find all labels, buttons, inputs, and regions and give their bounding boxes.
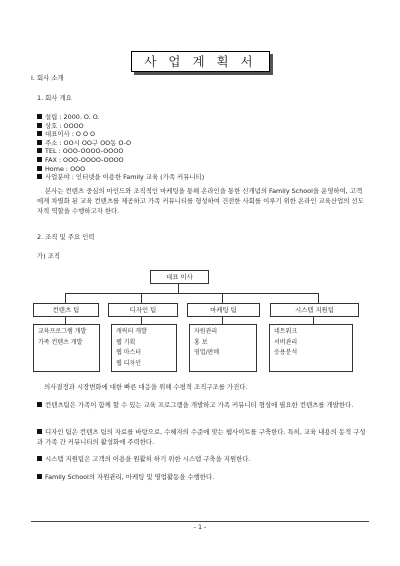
list-item: 가족 컨텐츠 개발 [38, 338, 83, 346]
subsection-heading-1: 1. 회사 개요 [37, 94, 72, 102]
list-item: 웹 마스터 [116, 349, 142, 356]
list-item: 상호 : OOOO [37, 122, 204, 131]
org-connector [178, 283, 179, 293]
org-team-marketing: 마케팅 팀 [187, 303, 260, 317]
org-detail-system [269, 324, 353, 372]
list-item: 주소 : OO시 OO구 OO동 O-O [37, 139, 204, 148]
team-bullet: Family School의 자원관리, 마케팅 및 영업활동을 수행한다. [37, 472, 367, 482]
org-connector [318, 293, 319, 303]
org-connector [141, 293, 142, 303]
list-item: 사업분야 : 인터넷을 이용한 Family 교육 (가족 커뮤니티) [37, 173, 204, 182]
list-item: 네트워크 [274, 328, 298, 335]
org-connector [65, 293, 319, 294]
org-connector [313, 316, 314, 324]
org-heading: 가) 조직 [37, 252, 61, 260]
list-item: 웹 디자인 [116, 359, 142, 367]
org-detail-contents [33, 324, 100, 372]
org-connector [141, 316, 142, 324]
list-item: 웹 기획 [116, 338, 136, 346]
company-intro-paragraph: 본사는 컨텐츠 중심의 마인드와 조직적인 마케팅을 통해 온라인을 통한 신개념의 Family School을 운영하여, 고객에게 차별화 된 교육 컨텐츠를 제공하고 가족 커뮤니티를 형성하여 건전한 사회를 이루기 위한 온라인 교육산업의 선도자적 역할을 수행하고자 한다. [37, 187, 364, 215]
square-bullet-icon [37, 402, 42, 407]
list-item: FAX : OOO-OOOO-OOOO [37, 156, 204, 165]
list-item: 영업/판매 [194, 349, 220, 356]
list-item: Home : OOO [37, 165, 204, 174]
org-team-design: 디자인 팀 [108, 303, 178, 317]
org-detail-marketing [189, 324, 257, 372]
list-item: 캐릭터 개발 [116, 328, 147, 335]
org-detail-design [111, 324, 177, 372]
list-item: 응용분석 [274, 349, 298, 356]
org-team-system: 시스템 지원팀 [270, 303, 359, 317]
team-bullet: 컨텐츠팀은 가족이 함께 할 수 있는 교육 프로그램을 개발하고 가족 커뮤니티 형성에 필요한 컨텐츠를 개발한다. [37, 400, 367, 410]
list-item: 서버관리 [274, 338, 298, 346]
list-item: 설립 : 2000. O. O. [37, 113, 204, 122]
org-connector [65, 316, 66, 324]
list-item: 교육프로그램 개발 [38, 328, 87, 335]
footer-divider [31, 521, 369, 522]
page-number: - 1 - [193, 523, 207, 531]
square-bullet-icon [37, 474, 42, 479]
subsection-heading-2: 2. 조직 및 주요 인력 [37, 233, 95, 241]
section-heading-1: I. 회사 소개 [31, 74, 64, 82]
team-bullet: 시스템 지원팀은 고객의 이용을 원활히 하기 위한 시스템 구축을 지원한다. [37, 454, 367, 464]
square-bullet-icon [37, 456, 42, 461]
org-connector [65, 293, 66, 303]
list-item: 대표이사 : O O O [37, 130, 204, 139]
team-bullet: 디자인 팀은 컨텐츠 팀의 자료를 바탕으로, 수혜자의 수준에 맞는 웹사이트를 구축한다. 특히, 교육 내용의 동적 구성과 가족 간 커뮤니티의 활성화에 주력한다. [37, 428, 366, 446]
org-note: 의사결정과 시장변화에 대한 빠른 대응을 위해 수평적 조직구조를 가진다. [44, 383, 248, 391]
org-team-contents: 컨텐츠 팀 [33, 303, 99, 317]
list-item: TEL : OOO-OOOO-OOOO [37, 147, 204, 156]
document-title: 사 업 계 획 서 [131, 51, 270, 72]
list-item: 자원관리 [194, 328, 218, 335]
org-connector [222, 316, 223, 324]
org-connector [222, 293, 223, 303]
org-ceo-box: 대표 이사 [150, 270, 209, 284]
square-bullet-icon [37, 429, 42, 434]
list-item: 홍 보 [194, 338, 208, 346]
